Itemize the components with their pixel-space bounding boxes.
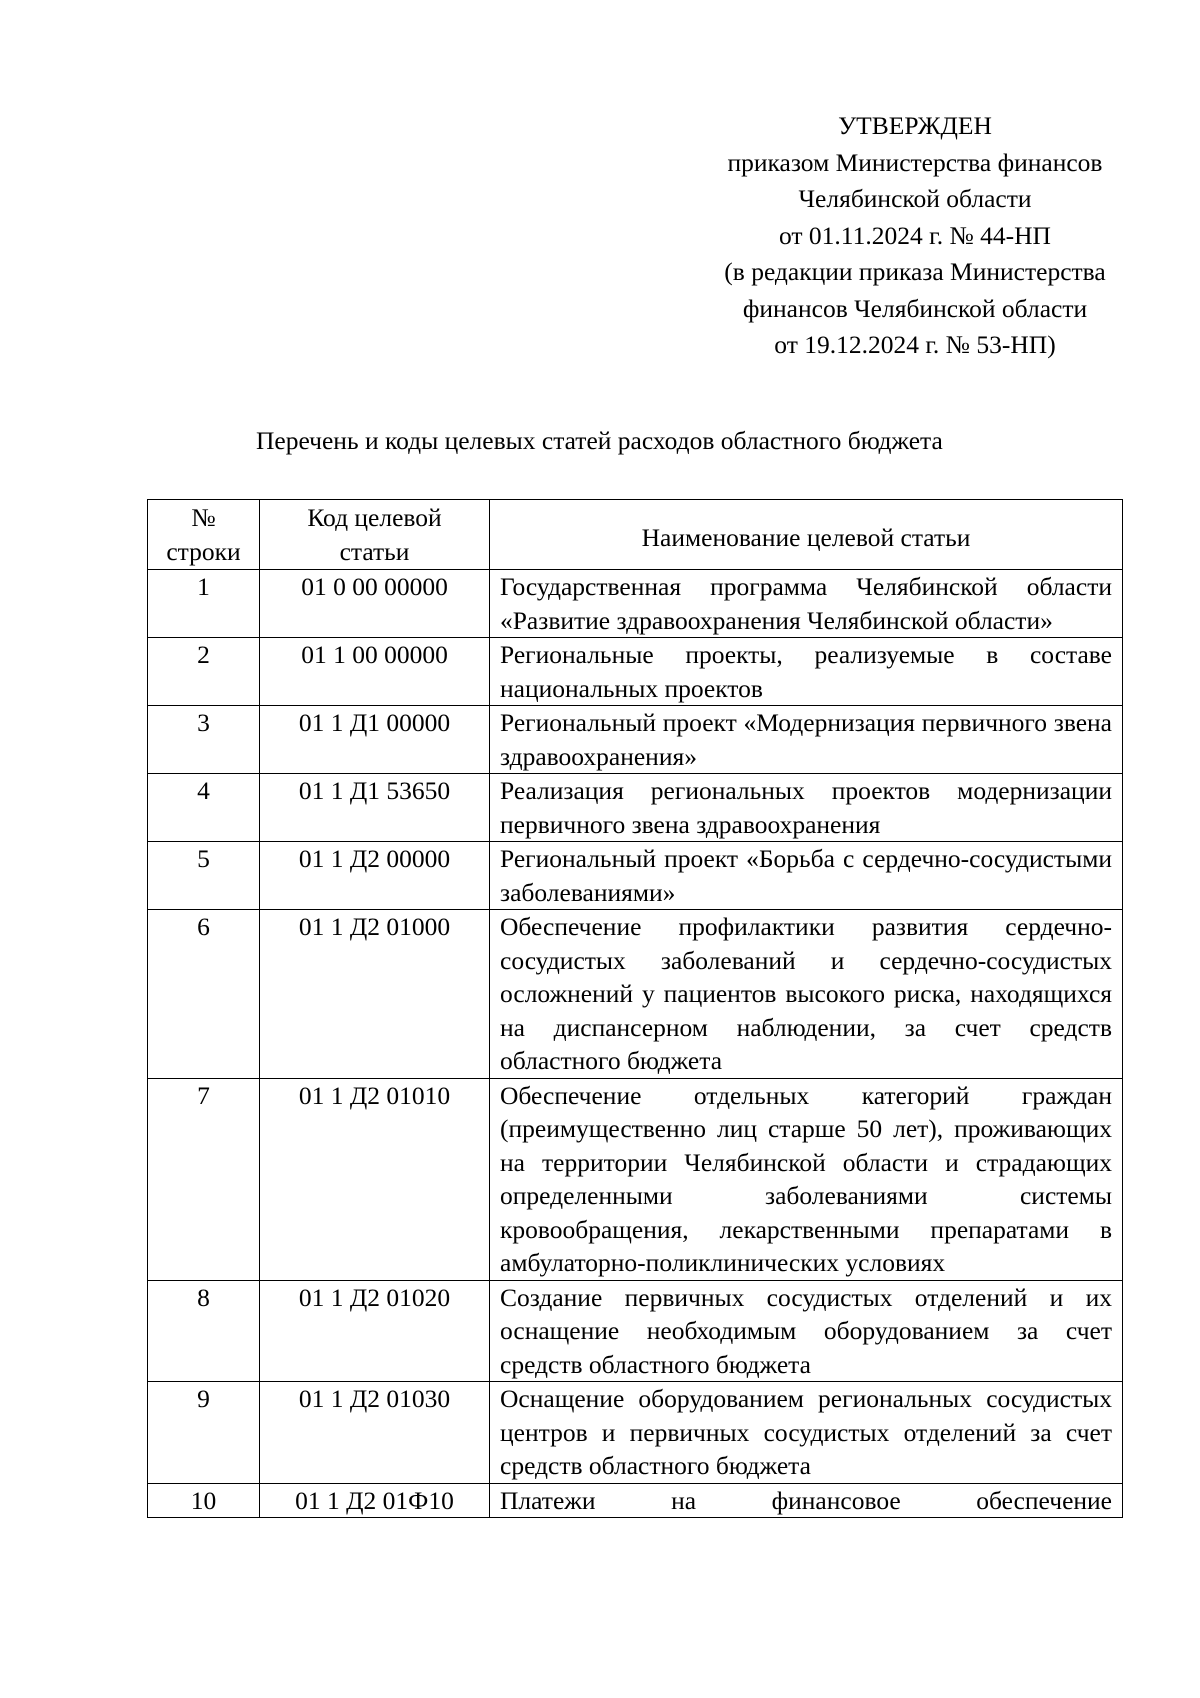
approval-stamp [640, 108, 1190, 364]
row-name: Региональный проект «Модернизация первичного звена здравоохранения» [490, 706, 1123, 774]
row-name: Обеспечение профилактики развития сердечно-сосудистых заболеваний и сердечно-сосудистых осложнений у пациентов высокого риска, находящихся на диспансерном наблюдении, за счет средств областного бюджета [490, 910, 1123, 1079]
row-number: 2 [148, 638, 260, 706]
row-name: Региональный проект «Борьба с сердечно-сосудистыми заболеваниями» [490, 842, 1123, 910]
approval-line: (в редакции приказа Министерства [724, 257, 1106, 286]
row-code: 01 1 00 00000 [260, 638, 490, 706]
row-code: 01 1 Д2 01030 [260, 1382, 490, 1484]
row-name: Региональные проекты, реализуемые в составе национальных проектов [490, 638, 1123, 706]
row-number: 7 [148, 1078, 260, 1280]
header-code-line: статьи [339, 536, 410, 566]
row-name: Создание первичных сосудистых отделений и их оснащение необходимым оборудованием за счет средств областного бюджета [490, 1280, 1123, 1382]
table-row [148, 1483, 1123, 1518]
approval-line: Челябинской области [798, 184, 1032, 213]
table-row [148, 570, 1123, 638]
target-items-table [147, 499, 1123, 1518]
header-number-label: строки [166, 536, 241, 566]
row-number: 4 [148, 774, 260, 842]
header-row-number [148, 500, 260, 570]
row-name: Обеспечение отдельных категорий граждан (преимущественно лиц старше 50 лет), проживающих на территории Челябинской области и страдающих определенными заболеваниями системы кровообращения, лекарственными препаратами в амбулаторно-поликлинических условиях [490, 1078, 1123, 1280]
row-number: 5 [148, 842, 260, 910]
row-name: Государственная программа Челябинской области «Развитие здравоохранения Челябинской области» [490, 570, 1123, 638]
table-row [148, 1078, 1123, 1280]
row-number: 1 [148, 570, 260, 638]
row-code: 01 1 Д2 01020 [260, 1280, 490, 1382]
row-name: Оснащение оборудованием региональных сосудистых центров и первичных сосудистых отделений за счет средств областного бюджета [490, 1382, 1123, 1484]
row-name: Реализация региональных проектов модернизации первичного звена здравоохранения [490, 774, 1123, 842]
row-code: 01 1 Д2 00000 [260, 842, 490, 910]
row-number: 3 [148, 706, 260, 774]
row-number: 6 [148, 910, 260, 1079]
row-code: 01 0 00 00000 [260, 570, 490, 638]
row-code: 01 1 Д1 53650 [260, 774, 490, 842]
approval-line: финансов Челябинской области [742, 293, 1088, 323]
table-row [148, 910, 1123, 1079]
row-number: 8 [148, 1280, 260, 1382]
row-number: 10 [148, 1483, 260, 1518]
table-row [148, 706, 1123, 774]
approval-heading: УТВЕРЖДЕН [838, 111, 992, 140]
approval-amendment-date: от 19.12.2024 г. № 53-НП) [774, 330, 1056, 359]
header-code [260, 500, 490, 570]
row-code: 01 1 Д2 01010 [260, 1078, 490, 1280]
header-name: Наименование целевой статьи [490, 500, 1123, 570]
row-code: 01 1 Д1 00000 [260, 706, 490, 774]
row-name: Платежи на финансовое обеспечение [490, 1483, 1123, 1518]
table-row [148, 774, 1123, 842]
table-row [148, 1280, 1123, 1382]
table-row [148, 842, 1123, 910]
table-row [148, 638, 1123, 706]
row-code: 01 1 Д2 01Ф10 [260, 1483, 490, 1518]
approval-order-date: от 01.11.2024 г. № 44-НП [779, 220, 1051, 250]
approval-line: приказом Министерства финансов [727, 147, 1103, 177]
header-code-line: Код целевой [307, 503, 442, 532]
document-title: Перечень и коды целевых статей расходов областного бюджета [256, 426, 943, 455]
row-code: 01 1 Д2 01000 [260, 910, 490, 1079]
table-header-row [148, 500, 1123, 570]
header-number-sign: № [191, 503, 216, 532]
row-number: 9 [148, 1382, 260, 1484]
table-row [148, 1382, 1123, 1484]
